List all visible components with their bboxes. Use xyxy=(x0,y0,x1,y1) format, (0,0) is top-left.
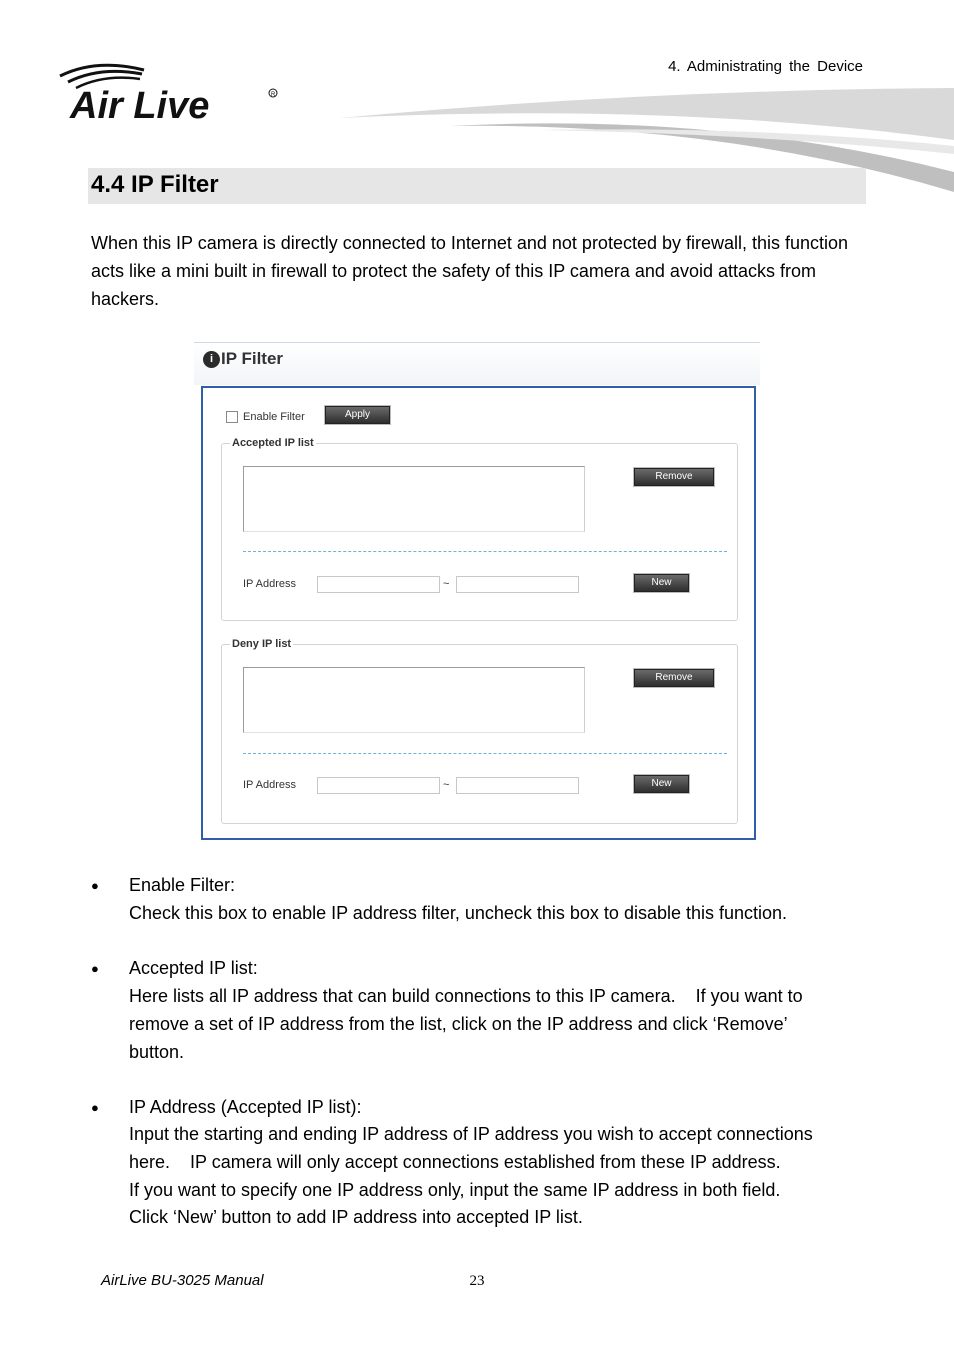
bullet-text-line: If you want to specify one IP address only, input the same IP address in both field. xyxy=(129,1180,781,1200)
airlive-logo xyxy=(56,60,286,126)
screenshot-header xyxy=(194,342,760,385)
info-icon: i xyxy=(203,351,220,368)
deny-range-separator: ~ xyxy=(443,779,450,791)
deny-divider xyxy=(243,753,727,754)
accepted-ip-end-input[interactable] xyxy=(456,576,579,593)
bullet-marker: ● xyxy=(91,1100,99,1115)
bullet-marker: ● xyxy=(91,961,99,976)
ip-filter-screenshot xyxy=(194,342,760,842)
section-title: 4.4 IP Filter xyxy=(91,171,219,198)
bullet-title-ip-address: IP Address (Accepted IP list): xyxy=(129,1097,362,1117)
apply-button[interactable]: Apply xyxy=(325,406,390,424)
deny-ip-start-input[interactable] xyxy=(317,777,440,794)
deny-remove-button[interactable]: Remove xyxy=(634,669,714,687)
enable-filter-label: Enable Filter xyxy=(243,411,305,423)
accepted-ip-address-label: IP Address xyxy=(243,578,296,590)
deny-ip-address-label: IP Address xyxy=(243,779,296,791)
deny-new-button[interactable]: New xyxy=(634,775,689,793)
deny-ip-end-input[interactable] xyxy=(456,777,579,794)
accepted-ip-start-input[interactable] xyxy=(317,576,440,593)
enable-filter-checkbox[interactable] xyxy=(226,411,238,423)
footer-manual-name: AirLive BU-3025 Manual xyxy=(101,1272,264,1289)
deny-ip-legend: Deny IP list xyxy=(232,638,292,650)
page-number: 23 xyxy=(469,1273,485,1289)
accepted-ip-legend: Accepted IP list xyxy=(232,437,314,449)
bullet-text-line: button. xyxy=(129,1042,185,1062)
svg-text:R: R xyxy=(271,92,276,98)
accepted-ip-listbox[interactable] xyxy=(243,466,585,532)
bullet-title-enable-filter: Enable Filter: xyxy=(129,875,236,895)
accepted-remove-button[interactable]: Remove xyxy=(634,468,714,486)
bullet-marker: ● xyxy=(91,878,99,893)
bullet-text-line: remove a set of IP address from the list, click on the IP address and click ‘Remove’ xyxy=(129,1014,788,1034)
accepted-new-button[interactable]: New xyxy=(634,574,689,592)
bullet-title-accepted-ip-list: Accepted IP list: xyxy=(129,958,258,978)
accepted-range-separator: ~ xyxy=(443,578,450,590)
logo-text: Air Live xyxy=(70,85,210,126)
bullet-text-line: Click ‘New’ button to add IP address into accepted IP list. xyxy=(129,1207,583,1227)
bullet-text-line: Input the starting and ending IP address of IP address you wish to accept connections xyxy=(129,1124,813,1144)
bullet-text-line: here. IP camera will only accept connections established from these IP address. xyxy=(129,1152,781,1172)
accepted-divider xyxy=(243,551,727,552)
bullet-text-line: Here lists all IP address that can build connections to this IP camera. If you want to xyxy=(129,986,803,1006)
screenshot-title: IP Filter xyxy=(221,349,284,368)
intro-paragraph: When this IP camera is directly connected to Internet and not protected by firewall, this function acts like a mini built in firewall to protect the safety of this IP camera and avoid attacks from hackers. xyxy=(91,233,849,309)
chapter-heading: 4. Administrating the Device xyxy=(668,58,863,75)
deny-ip-listbox[interactable] xyxy=(243,667,585,733)
ip-filter-form xyxy=(201,386,756,840)
bullet-text-line: Check this box to enable IP address filter, uncheck this box to disable this function. xyxy=(129,903,788,923)
